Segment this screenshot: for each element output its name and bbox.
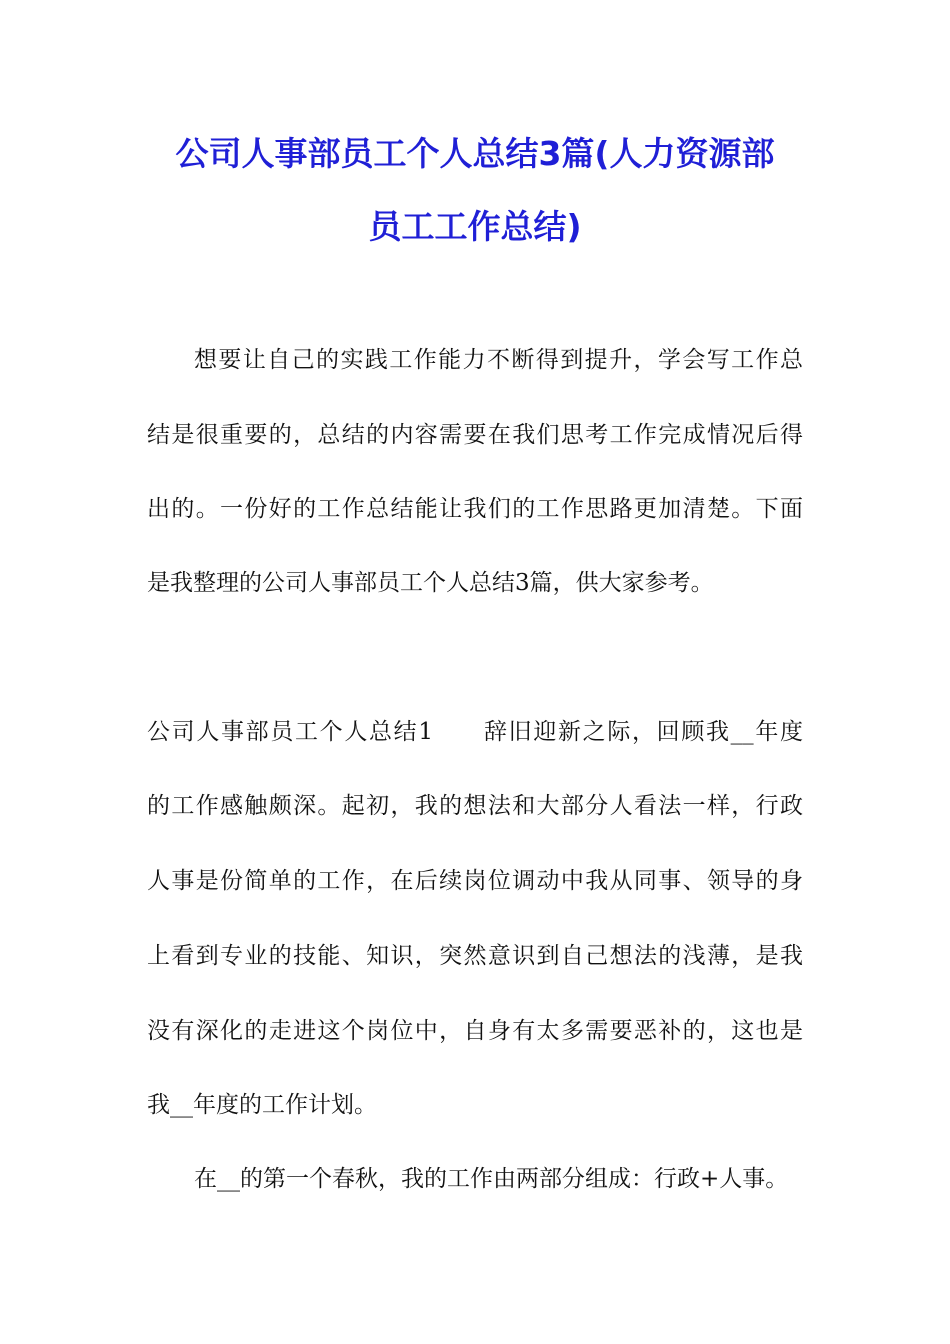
body-line: 的工作感触颇深。起初，我的想法和大部分人看法一样，行政	[147, 793, 803, 819]
document-title-line-2: 员工工作总结)	[368, 207, 582, 246]
section-heading-line: 公司人事部员工个人总结1 辞旧迎新之际，回顾我__年度	[147, 719, 803, 745]
body-line: 没有深化的走进这个岗位中，自身有太多需要恶补的，这也是	[147, 1018, 803, 1044]
intro-line: 想要让自己的实践工作能力不断得到提升，学会写工作总	[194, 347, 803, 373]
intro-line: 是我整理的公司人事部员工个人总结3篇，供大家参考。	[147, 570, 714, 596]
intro-line: 结是很重要的，总结的内容需要在我们思考工作完成情况后得	[147, 422, 803, 448]
document-title-line-1: 公司人事部员工个人总结3篇(人力资源部	[175, 134, 775, 173]
body-line: 人事是份简单的工作，在后续岗位调动中我从同事、领导的身	[147, 868, 803, 894]
intro-line: 出的。一份好的工作总结能让我们的工作思路更加清楚。下面	[147, 496, 803, 522]
body-paragraph: 在__的第一个春秋，我的工作由两部分组成：行政+人事。	[194, 1166, 789, 1192]
body-line: 上看到专业的技能、知识，突然意识到自己想法的浅薄，是我	[147, 943, 803, 969]
body-line: 我__年度的工作计划。	[147, 1092, 377, 1118]
